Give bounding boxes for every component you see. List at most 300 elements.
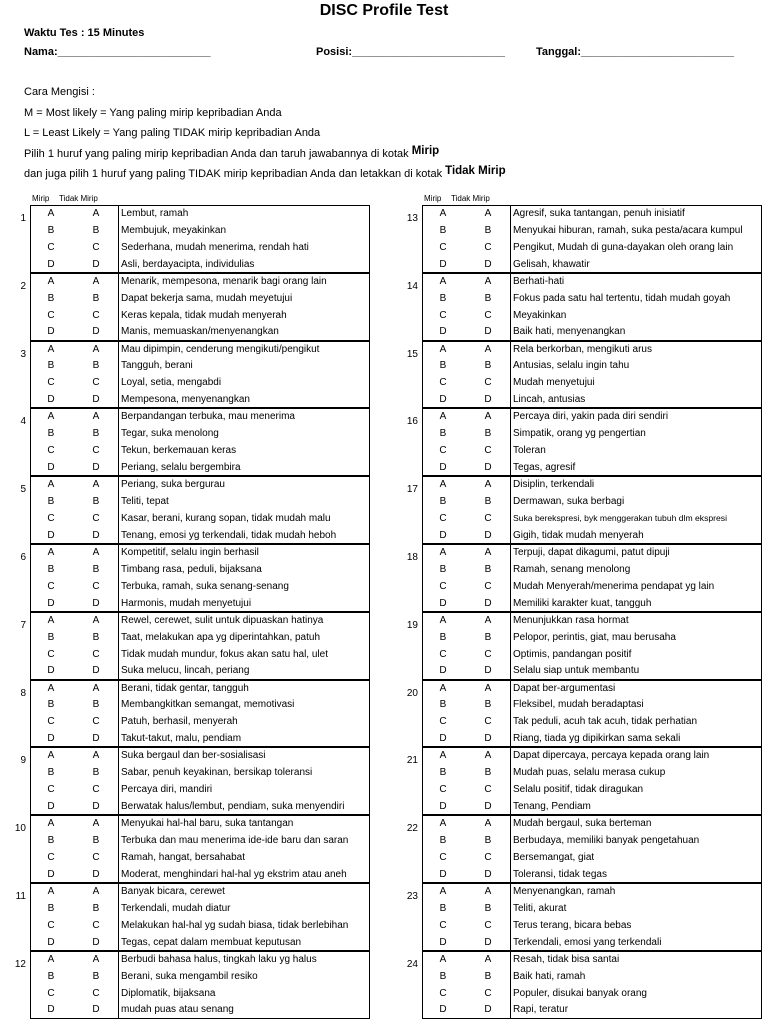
- mirip-choice[interactable]: A: [439, 208, 447, 219]
- tidak-mirip-choice[interactable]: B: [92, 224, 100, 236]
- tidak-mirip-choice[interactable]: A: [92, 479, 100, 491]
- mirip-choice[interactable]: D: [47, 733, 55, 745]
- tidak-mirip-choice[interactable]: A: [484, 343, 492, 355]
- mirip-choice[interactable]: B: [47, 496, 55, 508]
- question-group: [400, 544, 762, 612]
- mirip-choice[interactable]: D: [47, 868, 55, 880]
- tidak-mirip-choice[interactable]: C: [484, 580, 492, 592]
- option-description: Berani, tidak gentar, tangguh: [121, 682, 249, 694]
- option-row: [30, 273, 370, 290]
- tidak-mirip-choice[interactable]: B: [484, 767, 492, 779]
- tidak-mirip-choice[interactable]: D: [484, 529, 492, 541]
- mirip-choice[interactable]: C: [439, 716, 447, 728]
- tidak-mirip-choice[interactable]: A: [484, 275, 492, 287]
- mirip-choice[interactable]: D: [439, 936, 447, 948]
- mirip-choice[interactable]: C: [47, 580, 55, 592]
- option-row: [30, 1001, 370, 1018]
- mirip-choice[interactable]: C: [439, 309, 447, 321]
- option-description: Toleran: [513, 445, 546, 457]
- mirip-choice[interactable]: A: [47, 682, 55, 694]
- option-description: Timbang rasa, peduli, bijaksana: [121, 563, 262, 575]
- tidak-mirip-choice[interactable]: B: [92, 699, 100, 711]
- tidak-mirip-choice[interactable]: C: [484, 919, 492, 931]
- mirip-choice[interactable]: A: [439, 682, 447, 694]
- mirip-choice[interactable]: C: [439, 987, 447, 999]
- tidak-mirip-choice[interactable]: A: [92, 411, 100, 423]
- posisi-field[interactable]: Posisi:_________________________: [316, 46, 506, 58]
- option-row: [30, 205, 370, 222]
- mirip-choice[interactable]: A: [47, 479, 55, 491]
- tidak-mirip-choice[interactable]: D: [92, 258, 100, 270]
- mirip-choice[interactable]: C: [439, 445, 447, 457]
- tidak-mirip-choice[interactable]: A: [484, 682, 492, 694]
- mirip-choice[interactable]: D: [439, 462, 447, 474]
- mirip-choice[interactable]: B: [439, 563, 447, 575]
- option-description: Taat, melakukan apa yg diperintahkan, patuh: [121, 631, 321, 643]
- question-group: [8, 273, 370, 341]
- tidak-mirip-choice[interactable]: D: [92, 326, 100, 338]
- question-group: [400, 408, 762, 476]
- mirip-choice[interactable]: B: [47, 292, 55, 304]
- mirip-choice[interactable]: D: [47, 1004, 55, 1016]
- mirip-choice[interactable]: D: [47, 597, 55, 609]
- mirip-choice[interactable]: A: [439, 953, 447, 965]
- mirip-choice[interactable]: D: [47, 326, 55, 338]
- mirip-choice[interactable]: B: [439, 428, 447, 440]
- option-description: Tegar, suka menolong: [121, 428, 219, 440]
- tidak-mirip-choice[interactable]: C: [92, 445, 100, 457]
- tidak-mirip-header: Tidak Mirip: [451, 194, 490, 203]
- tidak-mirip-choice[interactable]: D: [484, 597, 492, 609]
- mirip-choice[interactable]: D: [439, 733, 447, 745]
- option-description: Manis, memuaskan/menyenangkan: [121, 326, 279, 338]
- tidak-mirip-choice[interactable]: C: [92, 784, 100, 796]
- tidak-mirip-choice[interactable]: A: [92, 818, 100, 830]
- tidak-mirip-choice[interactable]: A: [92, 614, 100, 626]
- mirip-choice[interactable]: D: [47, 801, 55, 813]
- mirip-choice[interactable]: C: [47, 987, 55, 999]
- mirip-choice[interactable]: B: [439, 631, 447, 643]
- tidak-mirip-choice[interactable]: D: [92, 462, 100, 474]
- question-number: 1: [20, 213, 26, 224]
- mirip-choice[interactable]: D: [439, 326, 447, 338]
- tidak-mirip-choice[interactable]: C: [484, 445, 492, 457]
- mirip-choice[interactable]: A: [439, 750, 447, 762]
- option-row: [30, 815, 370, 832]
- question-number: 24: [406, 958, 418, 970]
- mirip-choice[interactable]: A: [47, 953, 55, 965]
- mirip-choice[interactable]: B: [47, 902, 55, 914]
- tidak-mirip-choice[interactable]: C: [92, 851, 100, 863]
- option-description: Berbudaya, memiliki banyak pengetahuan: [513, 835, 700, 847]
- question-number: 12: [14, 958, 26, 970]
- option-row: [422, 476, 762, 493]
- tidak-mirip-choice[interactable]: D: [484, 462, 492, 474]
- tidak-mirip-choice[interactable]: B: [484, 360, 492, 372]
- mirip-choice[interactable]: B: [47, 631, 55, 643]
- option-row: [30, 527, 370, 544]
- mirip-choice[interactable]: A: [439, 818, 447, 830]
- mirip-choice[interactable]: C: [47, 716, 55, 728]
- mirip-choice[interactable]: D: [47, 462, 55, 474]
- mirip-choice[interactable]: C: [47, 648, 55, 660]
- mirip-choice[interactable]: C: [439, 241, 447, 253]
- mirip-choice[interactable]: C: [439, 784, 447, 796]
- mirip-choice[interactable]: C: [439, 919, 447, 931]
- mirip-choice[interactable]: B: [439, 360, 447, 372]
- tidak-mirip-choice[interactable]: C: [92, 580, 100, 592]
- option-description: Bersemangat, giat: [513, 851, 595, 863]
- mirip-choice[interactable]: A: [439, 479, 447, 491]
- tidak-mirip-choice[interactable]: A: [484, 411, 492, 423]
- tidak-mirip-choice[interactable]: D: [92, 597, 100, 609]
- tidak-mirip-choice[interactable]: A: [92, 885, 100, 897]
- mirip-choice[interactable]: A: [439, 411, 447, 423]
- tidak-mirip-choice[interactable]: B: [92, 496, 100, 508]
- option-description: Suka berekspresi, byk menggerakan tubuh dlm ekspresi: [513, 512, 728, 523]
- option-description: Selalu positif, tidak diragukan: [513, 784, 644, 796]
- tidak-mirip-choice[interactable]: B: [484, 224, 492, 236]
- option-row: [30, 391, 370, 408]
- instruction-line: [24, 144, 506, 165]
- option-description: Fleksibel, mudah beradaptasi: [513, 699, 644, 711]
- mirip-choice[interactable]: C: [439, 512, 447, 524]
- mirip-choice[interactable]: B: [47, 699, 55, 711]
- mirip-choice[interactable]: B: [439, 835, 447, 847]
- tidak-mirip-choice[interactable]: C: [484, 377, 492, 389]
- mirip-choice[interactable]: A: [47, 343, 55, 355]
- option-row: [30, 307, 370, 324]
- tidak-mirip-choice[interactable]: B: [484, 631, 492, 643]
- option-row: [30, 781, 370, 798]
- mirip-choice[interactable]: D: [439, 258, 447, 270]
- mirip-choice[interactable]: D: [439, 394, 447, 406]
- tidak-mirip-choice[interactable]: D: [484, 936, 492, 948]
- tidak-mirip-choice[interactable]: A: [484, 750, 492, 762]
- mirip-choice[interactable]: D: [439, 1004, 447, 1016]
- option-description: Fokus pada satu hal tertentu, tidah mudah goyah: [513, 292, 731, 304]
- tidak-mirip-header: Tidak Mirip: [59, 194, 98, 203]
- mirip-choice[interactable]: B: [439, 902, 447, 914]
- tidak-mirip-choice[interactable]: B: [92, 631, 100, 643]
- mirip-choice[interactable]: B: [439, 496, 447, 508]
- option-description: Mudah Menyerah/menerima pendapat yg lain: [513, 580, 715, 592]
- tidak-mirip-choice[interactable]: B: [92, 902, 100, 914]
- page-title: DISC Profile Test: [319, 2, 449, 19]
- tidak-mirip-choice[interactable]: A: [92, 275, 100, 287]
- question-number: 13: [406, 213, 418, 224]
- question-number: 22: [406, 823, 418, 835]
- tidak-mirip-choice[interactable]: D: [92, 1004, 100, 1016]
- option-description: Suka melucu, lincah, periang: [121, 665, 250, 677]
- question-group: [8, 815, 370, 883]
- tidak-mirip-choice[interactable]: B: [92, 292, 100, 304]
- option-description: Dapat bekerja sama, mudah meyetujui: [121, 292, 293, 304]
- option-row: [30, 290, 370, 307]
- mirip-choice[interactable]: D: [47, 529, 55, 541]
- tidak-mirip-choice[interactable]: C: [92, 648, 100, 660]
- tidak-mirip-choice[interactable]: C: [484, 648, 492, 660]
- mirip-choice[interactable]: D: [47, 665, 55, 677]
- tidak-mirip-choice[interactable]: B: [92, 563, 100, 575]
- option-description: Menunjukkan rasa hormat: [513, 614, 629, 626]
- tidak-mirip-choice[interactable]: B: [484, 970, 492, 982]
- option-description: Periang, selalu bergembira: [121, 462, 241, 474]
- tidak-mirip-choice[interactable]: B: [92, 428, 100, 440]
- option-description: Loyal, setia, mengabdi: [121, 377, 222, 389]
- tidak-mirip-choice[interactable]: D: [484, 1004, 492, 1016]
- tidak-mirip-choice[interactable]: A: [92, 750, 100, 762]
- option-description: Mudah bergaul, suka berteman: [513, 818, 652, 830]
- mirip-choice[interactable]: C: [47, 919, 55, 931]
- mirip-choice[interactable]: C: [47, 851, 55, 863]
- question-group: [8, 612, 370, 680]
- tidak-mirip-choice[interactable]: D: [92, 936, 100, 948]
- question-group: [400, 883, 762, 951]
- mirip-choice[interactable]: B: [439, 292, 447, 304]
- option-row: [30, 323, 370, 340]
- tidak-mirip-choice[interactable]: A: [92, 682, 100, 694]
- mirip-choice[interactable]: B: [47, 835, 55, 847]
- mirip-choice[interactable]: D: [47, 936, 55, 948]
- mirip-choice[interactable]: B: [47, 360, 55, 372]
- tidak-mirip-choice[interactable]: C: [92, 241, 100, 253]
- mirip-choice[interactable]: A: [47, 885, 55, 897]
- mirip-choice[interactable]: D: [439, 868, 447, 880]
- tidak-mirip-choice[interactable]: C: [484, 241, 492, 253]
- mirip-choice[interactable]: A: [47, 208, 55, 219]
- mirip-choice[interactable]: B: [439, 767, 447, 779]
- mirip-choice[interactable]: C: [47, 512, 55, 524]
- tidak-mirip-choice[interactable]: A: [484, 885, 492, 897]
- tidak-mirip-choice[interactable]: C: [92, 377, 100, 389]
- option-row: [30, 713, 370, 730]
- tidak-mirip-choice[interactable]: D: [484, 868, 492, 880]
- option-description: Membangkitkan semangat, memotivasi: [121, 699, 295, 711]
- tidak-mirip-choice[interactable]: B: [484, 835, 492, 847]
- tidak-mirip-choice[interactable]: C: [484, 716, 492, 728]
- tidak-mirip-choice[interactable]: A: [92, 546, 100, 558]
- option-description: Menyukai hiburan, ramah, suka pesta/acara kumpul: [513, 224, 743, 236]
- tidak-mirip-choice[interactable]: A: [484, 614, 492, 626]
- question-group: [8, 680, 370, 748]
- tidak-mirip-choice[interactable]: D: [484, 326, 492, 338]
- mirip-choice[interactable]: C: [439, 377, 447, 389]
- option-description: Berwatak halus/lembut, pendiam, suka menyendiri: [121, 801, 345, 813]
- mirip-choice[interactable]: A: [439, 614, 447, 626]
- option-row: [30, 629, 370, 646]
- tidak-mirip-choice[interactable]: D: [484, 665, 492, 677]
- option-description: Terpuji, dapat dikagumi, patut dipuji: [513, 546, 670, 558]
- option-description: Dapat dipercaya, percaya kepada orang lain: [513, 750, 710, 762]
- tidak-mirip-choice[interactable]: C: [92, 512, 100, 524]
- tidak-mirip-choice[interactable]: A: [484, 479, 492, 491]
- option-description: Rapi, teratur: [513, 1004, 569, 1016]
- tidak-mirip-choice[interactable]: C: [92, 987, 100, 999]
- tidak-mirip-choice[interactable]: A: [92, 343, 100, 355]
- option-description: Disiplin, terkendali: [513, 479, 595, 491]
- mirip-choice[interactable]: D: [47, 258, 55, 270]
- tidak-mirip-choice[interactable]: A: [484, 818, 492, 830]
- mirip-choice[interactable]: A: [439, 546, 447, 558]
- option-row: [422, 222, 762, 239]
- tidak-mirip-choice[interactable]: A: [92, 208, 100, 219]
- option-row: [422, 357, 762, 374]
- mirip-choice[interactable]: C: [439, 648, 447, 660]
- option-row: [422, 205, 762, 222]
- mirip-choice[interactable]: C: [47, 241, 55, 253]
- option-row: [422, 290, 762, 307]
- tidak-mirip-choice[interactable]: C: [92, 309, 100, 321]
- option-description: Berani, suka mengambil resiko: [121, 970, 258, 982]
- option-row: [30, 578, 370, 595]
- mirip-choice[interactable]: A: [47, 750, 55, 762]
- mirip-choice[interactable]: A: [47, 275, 55, 287]
- mirip-choice[interactable]: A: [439, 343, 447, 355]
- question-number: 7: [20, 619, 26, 631]
- tidak-mirip-choice[interactable]: B: [92, 970, 100, 982]
- option-row: [30, 510, 370, 527]
- instruction-line: [24, 164, 506, 185]
- tidak-mirip-choice[interactable]: C: [484, 309, 492, 321]
- option-row: [422, 832, 762, 849]
- mirip-choice[interactable]: A: [47, 614, 55, 626]
- tidak-mirip-choice[interactable]: C: [484, 512, 492, 524]
- instruction-text: dan juga pilih 1 huruf yang paling TIDAK mirip kepribadian Anda dan letakkan di kotak: [24, 168, 446, 180]
- option-description: Baik hati, menyenangkan: [513, 326, 626, 338]
- tidak-mirip-choice[interactable]: B: [484, 699, 492, 711]
- mirip-choice[interactable]: D: [439, 597, 447, 609]
- option-row: [30, 476, 370, 493]
- mirip-choice[interactable]: A: [47, 818, 55, 830]
- option-description: Kompetitif, selalu ingin berhasil: [121, 546, 259, 558]
- tanggal-field[interactable]: Tanggal:_________________________: [536, 46, 734, 58]
- option-row: [30, 730, 370, 747]
- mirip-choice[interactable]: A: [439, 885, 447, 897]
- nama-field[interactable]: Nama:_________________________: [24, 46, 211, 58]
- option-row: [30, 493, 370, 510]
- option-row: [422, 713, 762, 730]
- question-group: [400, 273, 762, 341]
- option-row: [422, 696, 762, 713]
- tidak-mirip-choice[interactable]: D: [484, 733, 492, 745]
- option-description: Melakukan hal-hal yg sudah biasa, tidak berlebihan: [121, 919, 349, 931]
- mirip-choice[interactable]: B: [439, 970, 447, 982]
- mirip-choice[interactable]: D: [439, 801, 447, 813]
- tidak-mirip-choice[interactable]: D: [92, 801, 100, 813]
- option-row: [30, 442, 370, 459]
- option-description: Tenang, emosi yg terkendali, tidak mudah heboh: [121, 529, 337, 541]
- tidak-mirip-choice[interactable]: B: [92, 835, 100, 847]
- mirip-choice[interactable]: C: [47, 377, 55, 389]
- option-row: [30, 374, 370, 391]
- tidak-mirip-choice[interactable]: D: [484, 258, 492, 270]
- mirip-choice[interactable]: B: [439, 224, 447, 236]
- tidak-mirip-choice[interactable]: D: [484, 394, 492, 406]
- tidak-mirip-choice[interactable]: C: [92, 716, 100, 728]
- option-description: Tak peduli, acuh tak acuh, tidak perhatian: [513, 716, 698, 728]
- tidak-mirip-choice[interactable]: C: [484, 784, 492, 796]
- tidak-mirip-choice[interactable]: A: [484, 546, 492, 558]
- tidak-mirip-choice[interactable]: A: [484, 953, 492, 965]
- mirip-choice[interactable]: D: [47, 394, 55, 406]
- tidak-mirip-choice[interactable]: B: [484, 292, 492, 304]
- mirip-choice[interactable]: A: [439, 275, 447, 287]
- mirip-choice[interactable]: C: [47, 445, 55, 457]
- tidak-mirip-choice[interactable]: D: [484, 801, 492, 813]
- option-description: Berhati-hati: [513, 275, 565, 287]
- option-description: Kasar, berani, kurang sopan, tidak mudah malu: [121, 512, 331, 524]
- option-row: [30, 866, 370, 883]
- mirip-choice[interactable]: A: [47, 411, 55, 423]
- question-number: 11: [15, 890, 26, 902]
- mirip-choice[interactable]: D: [439, 529, 447, 541]
- mirip-choice[interactable]: C: [439, 851, 447, 863]
- tidak-mirip-choice[interactable]: B: [484, 496, 492, 508]
- option-row: [30, 849, 370, 866]
- mirip-choice[interactable]: C: [47, 309, 55, 321]
- option-row: [422, 951, 762, 968]
- question-group: [8, 408, 370, 476]
- option-row: [30, 561, 370, 578]
- mirip-choice[interactable]: C: [439, 580, 447, 592]
- option-row: [30, 747, 370, 764]
- tidak-mirip-choice[interactable]: D: [92, 394, 100, 406]
- tidak-mirip-choice[interactable]: A: [484, 208, 492, 219]
- option-row: [422, 747, 762, 764]
- option-row: [422, 459, 762, 476]
- mirip-choice[interactable]: B: [47, 563, 55, 575]
- mirip-choice[interactable]: D: [439, 665, 447, 677]
- tidak-mirip-choice[interactable]: D: [92, 529, 100, 541]
- option-description: Ramah, hangat, bersahabat: [121, 851, 245, 863]
- mirip-header: Mirip: [32, 194, 50, 203]
- option-row: [422, 985, 762, 1002]
- option-description: Toleransi, tidak tegas: [513, 868, 607, 880]
- option-description: Terkendali, emosi yang terkendali: [513, 936, 662, 948]
- option-description: Patuh, berhasil, menyerah: [121, 716, 238, 728]
- tidak-mirip-choice[interactable]: B: [484, 563, 492, 575]
- tidak-mirip-choice[interactable]: A: [92, 953, 100, 965]
- option-description: Teliti, tepat: [121, 496, 169, 508]
- tidak-mirip-choice[interactable]: B: [484, 902, 492, 914]
- mirip-choice[interactable]: B: [47, 224, 55, 236]
- tidak-mirip-choice[interactable]: D: [92, 733, 100, 745]
- option-description: Percaya diri, yakin pada diri sendiri: [513, 411, 669, 423]
- tidak-mirip-choice[interactable]: B: [484, 428, 492, 440]
- tidak-mirip-choice[interactable]: C: [484, 987, 492, 999]
- mirip-choice[interactable]: A: [47, 546, 55, 558]
- tidak-mirip-choice[interactable]: C: [484, 851, 492, 863]
- tidak-mirip-choice[interactable]: D: [92, 868, 100, 880]
- option-description: Sederhana, mudah menerima, rendah hati: [121, 241, 309, 253]
- option-description: Mudah menyetujui: [513, 377, 595, 389]
- tidak-mirip-choice[interactable]: B: [92, 767, 100, 779]
- mirip-choice[interactable]: B: [47, 767, 55, 779]
- mirip-header: Mirip: [424, 194, 442, 203]
- tidak-mirip-choice[interactable]: C: [92, 919, 100, 931]
- mirip-choice[interactable]: B: [47, 970, 55, 982]
- mirip-choice[interactable]: B: [47, 428, 55, 440]
- mirip-choice[interactable]: C: [47, 784, 55, 796]
- option-row: [30, 544, 370, 561]
- option-row: [30, 900, 370, 917]
- tidak-mirip-choice[interactable]: D: [92, 665, 100, 677]
- question-number: 16: [406, 416, 418, 428]
- tidak-mirip-choice[interactable]: B: [92, 360, 100, 372]
- question-group: [8, 476, 370, 544]
- mirip-choice[interactable]: B: [439, 699, 447, 711]
